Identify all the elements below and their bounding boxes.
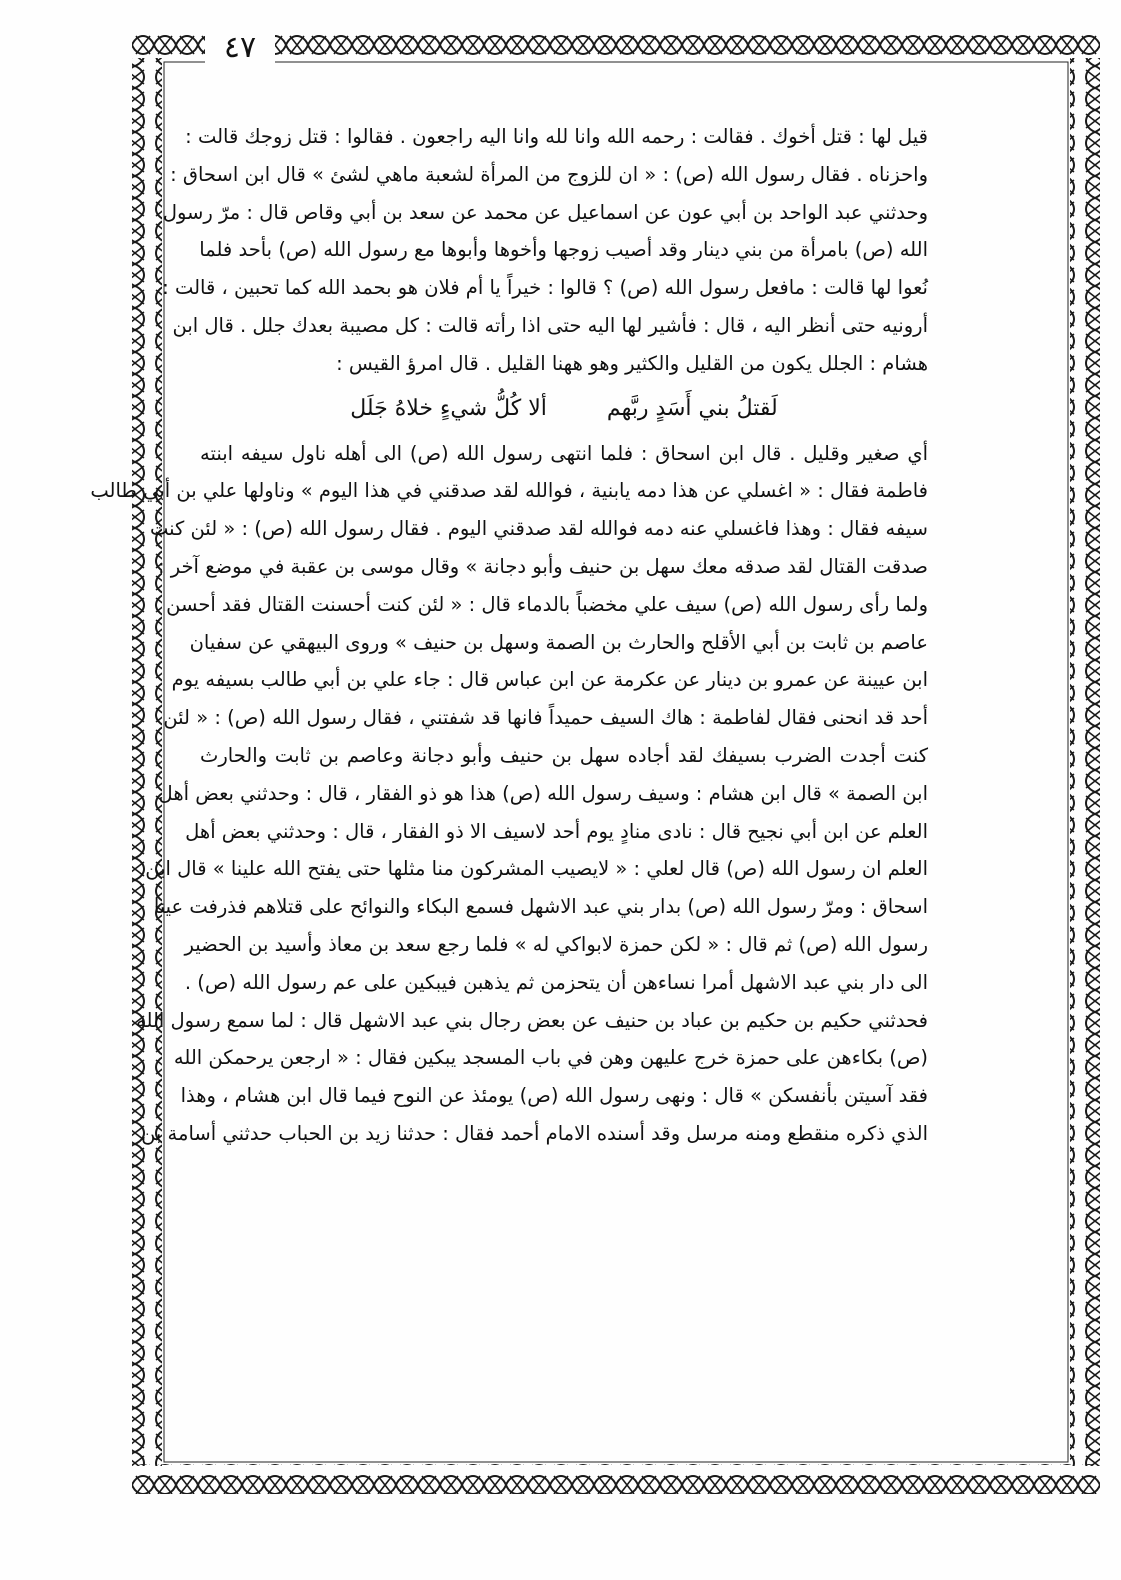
text-line: أي صغير وقليل . قال ابن اسحاق : فلما انتهى رسول الله (ص) الى أهله ناول سيفه ابنته <box>200 441 928 465</box>
text-line: الله (ص) بامرأة من بني دينار وقد أصيب زوجها وأخوها وأبوها مع رسول الله (ص) بأحد فلما <box>199 238 928 262</box>
page-number: ٤٧ <box>205 28 275 68</box>
text-line: وحدثني عبد الواحد بن أبي عون عن اسماعيل عن محمد عن سعد بن أبي وقاص قال : مرّ رسول <box>162 200 928 224</box>
text-line: أرونيه حتى أنظر اليه ، قال : فأشير لها اليه حتى اذا رأته قالت : كل مصيبة بعدك جلل . قال ابن <box>172 313 928 337</box>
text-line: ابن الصمة » قال ابن هشام : وسيف رسول الله (ص) هذا هو ذو الفقار ، قال : وحدثني بعض أهل <box>158 781 928 805</box>
text-line: (ص) بكاءهن على حمزة خرج عليهن وهن في باب المسجد يبكين فقال : « ارجعن يرحمكن الله <box>173 1046 928 1070</box>
text-line: نُعوا لها قالت : مافعل رسول الله (ص) ؟ قالوا : خيراً يا أم فلان هو بحمد الله كما تحبين ، قالت : <box>162 276 928 300</box>
text-line: عاصم بن ثابت بن أبي الأقلح والحارث بن الصمة وسهل بن حنيف » وروى البيهقي عن سفيان <box>189 630 928 654</box>
text-line: الذي ذكره منقطع ومنه مرسل وقد أسنده الامام أحمد فقال : حدثنا زيد بن الحباب حدثني أسامة بن <box>141 1121 928 1145</box>
text-line: صدقت القتال لقد صدقه معك سهل بن حنيف وأبو دجانة » وقال موسى بن عقبة في موضع آخر : <box>157 554 928 578</box>
poetry-verse <box>200 383 928 435</box>
text-line: فقد آسيتن بأنفسكن » قال : ونهى رسول الله (ص) يومئذ عن النوح فيما قال ابن هشام ، وهذا <box>180 1084 928 1108</box>
text-line: ابن عيينة عن عمرو بن دينار عن عكرمة عن ابن عباس قال : جاء علي بن أبي طالب بسيفه يوم <box>171 668 928 692</box>
text-line: كنت أجدت الضرب بسيفك لقد أجاده سهل بن حنيف وأبو دجانة وعاصم بن ثابت والحارث <box>200 743 928 767</box>
text-line: فاطمة فقال : « اغسلي عن هذا دمه يابنية ، فوالله لقد صدقني في هذا اليوم » وناولها علي بن أبي طالب <box>90 479 928 503</box>
text-line: أحد قد انحنى فقال لفاطمة : هاك السيف حميداً فانها قد شفتني ، فقال رسول الله (ص) : « لئن <box>163 706 928 730</box>
text-line: اسحاق : ومرّ رسول الله (ص) بدار بني عبد الاشهل فسمع البكاء والنوائح على قتلاهم فذرفت عينا <box>153 895 928 919</box>
text-line: رسول الله (ص) ثم قال : « لكن حمزة لابواكي له » فلما رجع سعد بن معاذ وأسيد بن الحضير <box>184 932 928 956</box>
verse-first-hemistich: لَقتلُ بني أَسَدٍ ربَّهم <box>606 395 778 421</box>
text-line: قيل لها : قتل أخوك . فقالت : رحمه الله وانا لله وانا اليه راجعون . فقالوا : قتل زوجك قالت : <box>185 125 928 148</box>
text-line: واحزناه . فقال رسول الله (ص) : « ان للزوج من المرأة لشعبة ماهي لشئ » قال ابن اسحاق : <box>170 162 928 186</box>
text-line: هشام : الجلل يكون من القليل والكثير وهو ههنا القليل . قال امرؤ القيس : <box>336 351 928 375</box>
text-line: سيفه فقال : وهذا فاغسلي عنه دمه فوالله لقد صدقني اليوم . فقال رسول الله (ص) : « لئن كنت <box>149 517 928 541</box>
text-line: العلم عن ابن أبي نجيح قال : نادى منادٍ يوم أحد لاسيف الا ذو الفقار ، قال : وحدثني بعض أهل <box>185 819 928 843</box>
text-line: ولما رأى رسول الله (ص) سيف علي مخضباً بالدماء قال : « لئن كنت أحسنت القتال فقد أحسن <box>166 592 928 616</box>
text-line: فحدثني حكيم بن حكيم بن عباد بن حنيف عن بعض رجال بني عبد الاشهل قال : لما سمع رسول الله <box>136 1008 928 1032</box>
text-line: العلم ان رسول الله (ص) قال لعلي : « لايصيب المشركون منا مثلها حتى يفتح الله علينا » قال ابن <box>145 857 928 881</box>
verse-second-hemistich: ألا كُلُّ شيءٍ خلاهُ جَلَل <box>350 395 547 421</box>
text-body <box>90 118 928 1153</box>
text-line: الى دار بني عبد الاشهل أمرا نساءهن أن يتحزمن ثم يذهبن فيبكين على عم رسول الله (ص) . <box>184 970 928 994</box>
